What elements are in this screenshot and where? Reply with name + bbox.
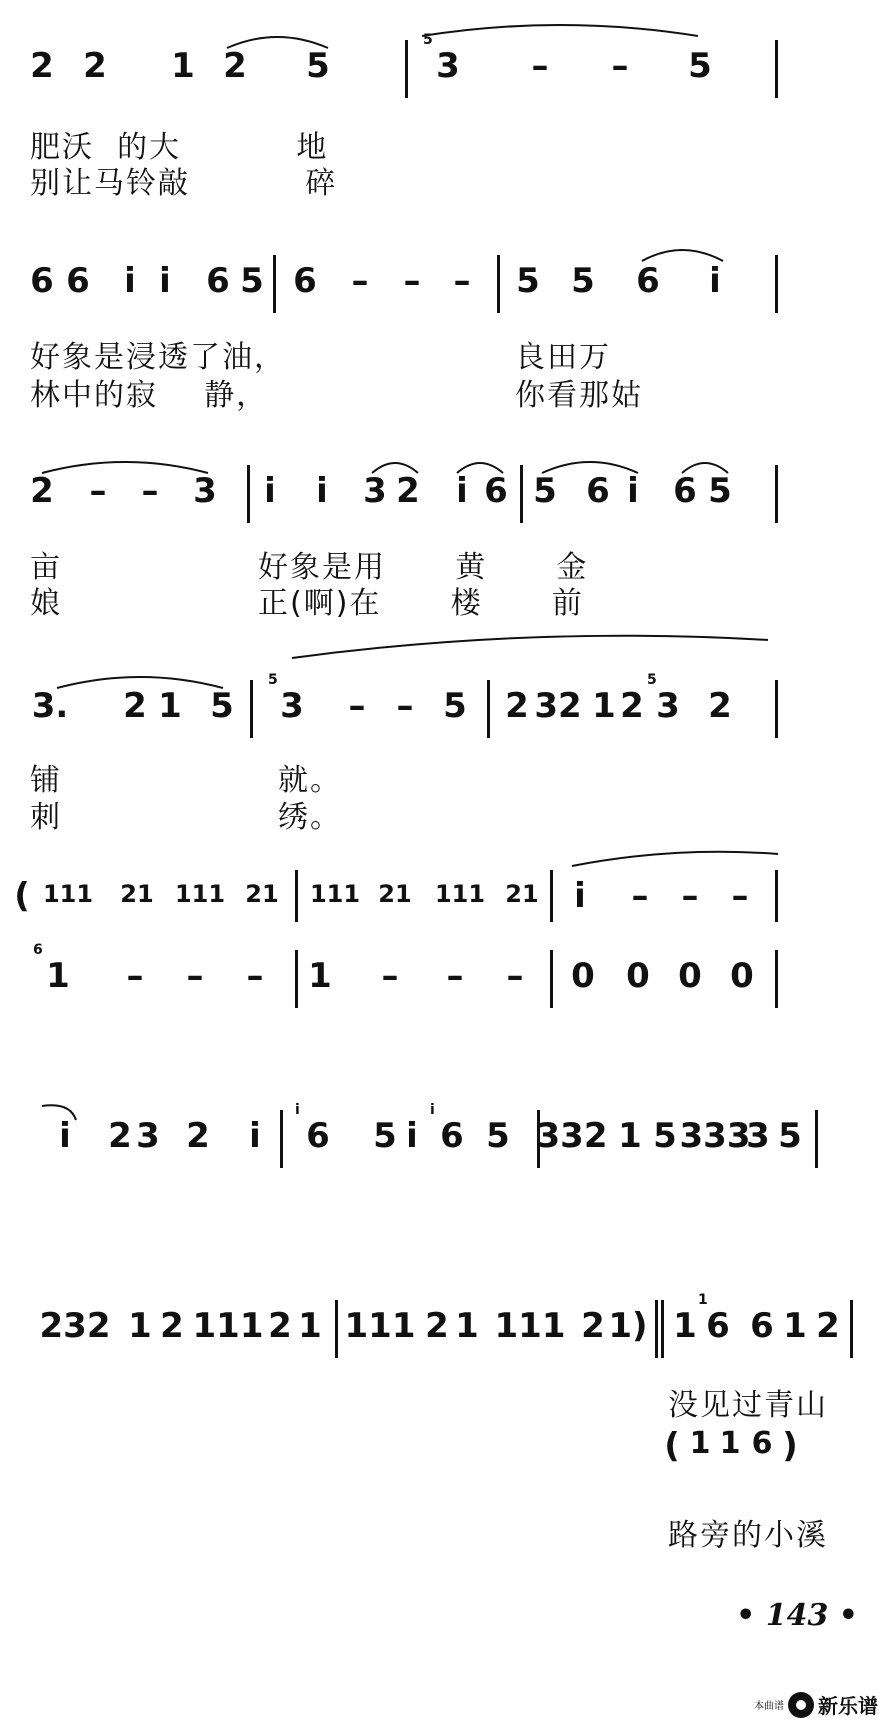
note: 5 [653, 1116, 677, 1156]
paren-open: ( [664, 1426, 680, 1466]
note: 5 [778, 1116, 802, 1156]
note: 1 [719, 1426, 741, 1461]
note: 5 [443, 686, 467, 726]
barline [775, 870, 778, 922]
note: 5 [486, 1116, 510, 1156]
note: 6 [293, 261, 317, 301]
lyric-line: 亩 [30, 550, 62, 585]
note: 2 [581, 1306, 605, 1346]
paren-close: ) [782, 1426, 798, 1466]
watermark [754, 1690, 878, 1719]
note: 3 [136, 1116, 160, 1156]
watermark-small-text: 本曲谱 [754, 1701, 784, 1712]
barline [550, 950, 553, 1008]
note: 2 [30, 471, 54, 511]
slur-arc [640, 243, 725, 263]
slur-arc [55, 670, 225, 690]
slur-arc [420, 18, 700, 38]
note: i [627, 471, 639, 511]
barline [405, 40, 408, 98]
slur-arc [570, 848, 780, 868]
dash: – [246, 956, 264, 996]
dash: – [348, 686, 366, 726]
barline [775, 255, 778, 313]
barline [280, 1110, 283, 1168]
alternate-notes [0, 1420, 888, 1480]
dash: – [631, 876, 649, 916]
page-number: • 143 • [736, 1598, 858, 1633]
lyric-line: 林中的寂 静， [30, 378, 269, 413]
note: 1 [158, 686, 182, 726]
note: 5 [373, 1116, 397, 1156]
note: 6 [706, 1306, 730, 1346]
barline [550, 870, 553, 922]
note: 0 [678, 956, 702, 996]
note: 3 [746, 1116, 770, 1156]
grace-note: 6 [33, 942, 43, 958]
dash: – [351, 261, 369, 301]
note: 6 [484, 471, 508, 511]
barline [661, 1300, 664, 1358]
note: 2 [160, 1306, 184, 1346]
dash: – [141, 471, 159, 511]
note: 1 [455, 1306, 479, 1346]
barline [775, 465, 778, 523]
note: 5 [210, 686, 234, 726]
slur-arc [370, 455, 420, 475]
barline [295, 870, 298, 922]
score-row-4 [0, 672, 888, 810]
note: 32 [534, 686, 582, 726]
barline [335, 1300, 338, 1358]
note: i [709, 261, 721, 301]
note: 111 [434, 880, 486, 908]
score-row-7 [0, 1102, 888, 1240]
lyric-line: 良田万 [515, 340, 611, 375]
note: 5 [516, 261, 540, 301]
note: i [249, 1116, 261, 1156]
dash: – [126, 956, 144, 996]
dash: – [396, 686, 414, 726]
note: 3 [193, 471, 217, 511]
note: 5 [688, 46, 712, 86]
lyric-line: 娘 [30, 586, 62, 621]
note: 21 [505, 880, 539, 908]
note: 21 [120, 880, 154, 908]
note: 3. [31, 686, 69, 726]
barline [295, 950, 298, 1008]
note: 6 [66, 261, 90, 301]
barline [850, 1300, 853, 1358]
note: 2 [30, 46, 54, 86]
barline [775, 680, 778, 738]
lyric-line: 就。 [278, 763, 342, 798]
note: i [264, 471, 276, 511]
barline [815, 1110, 818, 1168]
note: 332 [536, 1116, 608, 1156]
note: 6 [636, 261, 660, 301]
barline [247, 465, 250, 523]
note: 6 [306, 1116, 330, 1156]
note: 2 [83, 46, 107, 86]
grace-note: 5 [268, 672, 278, 688]
dash: – [506, 956, 524, 996]
note: 1) [608, 1306, 648, 1346]
dash: – [381, 956, 399, 996]
barline [497, 255, 500, 313]
dash: – [681, 876, 699, 916]
note: 3 [436, 46, 460, 86]
dash: – [446, 956, 464, 996]
dash: – [186, 956, 204, 996]
barline [520, 465, 523, 523]
lyric-line: 绣。 [278, 800, 342, 835]
note: i [316, 471, 328, 511]
dash: – [89, 471, 107, 511]
note: 111 [174, 880, 226, 908]
lyric-line: 肥沃 的大 地 [30, 130, 329, 165]
barline [775, 40, 778, 98]
note: 2 [268, 1306, 292, 1346]
grace-note: 5 [423, 32, 433, 48]
slur-arc [680, 455, 730, 475]
note: 2 [620, 686, 644, 726]
lyric-line: 好象是用 黄 金 [258, 550, 589, 585]
note: 232 [39, 1306, 111, 1346]
slur-arc [540, 455, 640, 475]
note: 2 [505, 686, 529, 726]
note: 1 [128, 1306, 152, 1346]
slur-arc [455, 455, 505, 475]
note: 2 [708, 686, 732, 726]
note: 111 [344, 1306, 416, 1346]
note: ( [14, 876, 30, 916]
dash: – [403, 261, 421, 301]
note: 5 [708, 471, 732, 511]
slur-arc [40, 455, 210, 475]
lyric-line: 铺 [30, 763, 62, 798]
lyric-line: 没见过青山 [668, 1388, 828, 1423]
note: 333 [679, 1116, 751, 1156]
note: 0 [730, 956, 754, 996]
note: 2 [108, 1116, 132, 1156]
lyric-line: 路旁的小溪 [668, 1518, 828, 1553]
barline [250, 680, 253, 738]
note: i [159, 261, 171, 301]
barline [655, 1300, 658, 1358]
note: 111 [494, 1306, 566, 1346]
note: 6 [750, 1306, 774, 1346]
note: 1 [618, 1116, 642, 1156]
note: 1 [46, 956, 70, 996]
note: i [456, 471, 468, 511]
note: 3 [656, 686, 680, 726]
note: 6 [440, 1116, 464, 1156]
note: 2 [186, 1116, 210, 1156]
grace-note: 5 [647, 672, 657, 688]
note: i [124, 261, 136, 301]
dash: – [611, 46, 629, 86]
note: 1 [308, 956, 332, 996]
note: 1 [171, 46, 195, 86]
note: 6 [30, 261, 54, 301]
note: 1 [298, 1306, 322, 1346]
barline [487, 680, 490, 738]
lyric-line: 你看那姑 [515, 378, 643, 413]
grace-note: i [295, 1102, 300, 1118]
note: 3 [363, 471, 387, 511]
lyric-line: 好象是浸透了油， [30, 340, 286, 375]
note: 111 [309, 880, 361, 908]
note: 3 [280, 686, 304, 726]
note: 21 [378, 880, 412, 908]
note: 6 [586, 471, 610, 511]
note: 1 [783, 1306, 807, 1346]
lyric-line: 刺 [30, 800, 62, 835]
note: 0 [571, 956, 595, 996]
note: 6 [673, 471, 697, 511]
dash: – [731, 876, 749, 916]
lyric-line: 别让马铃敲 碎 [30, 166, 338, 201]
score-row-6 [0, 942, 888, 1080]
note: i [406, 1116, 418, 1156]
note: 111 [42, 880, 94, 908]
dash: – [531, 46, 549, 86]
note: 5 [240, 261, 264, 301]
note: 5 [306, 46, 330, 86]
barline [775, 950, 778, 1008]
note: 6 [206, 261, 230, 301]
note: 2 [425, 1306, 449, 1346]
grace-note: 1 [698, 1292, 708, 1308]
note: 111 [192, 1306, 264, 1346]
slur-arc [225, 30, 330, 50]
lyric-line: 正(啊)在 楼 前 [258, 586, 584, 621]
note: 2 [223, 46, 247, 86]
watermark-brand: 新乐谱 [818, 1694, 878, 1718]
slur-arc [40, 1102, 80, 1122]
note: 21 [245, 880, 279, 908]
note: 1 [689, 1426, 711, 1461]
note: 2 [396, 471, 420, 511]
note: i [59, 1116, 71, 1156]
note: i [574, 876, 586, 916]
note: 5 [533, 471, 557, 511]
record-icon [788, 1692, 814, 1718]
dash: – [453, 261, 471, 301]
note: 1 [592, 686, 616, 726]
note: 1 [673, 1306, 697, 1346]
note: 5 [571, 261, 595, 301]
note: 0 [626, 956, 650, 996]
note: 6 [751, 1426, 773, 1461]
slur-arc [290, 630, 770, 660]
grace-note: i [430, 1102, 435, 1118]
barline [273, 255, 276, 313]
note: 2 [123, 686, 147, 726]
note: 2 [816, 1306, 840, 1346]
